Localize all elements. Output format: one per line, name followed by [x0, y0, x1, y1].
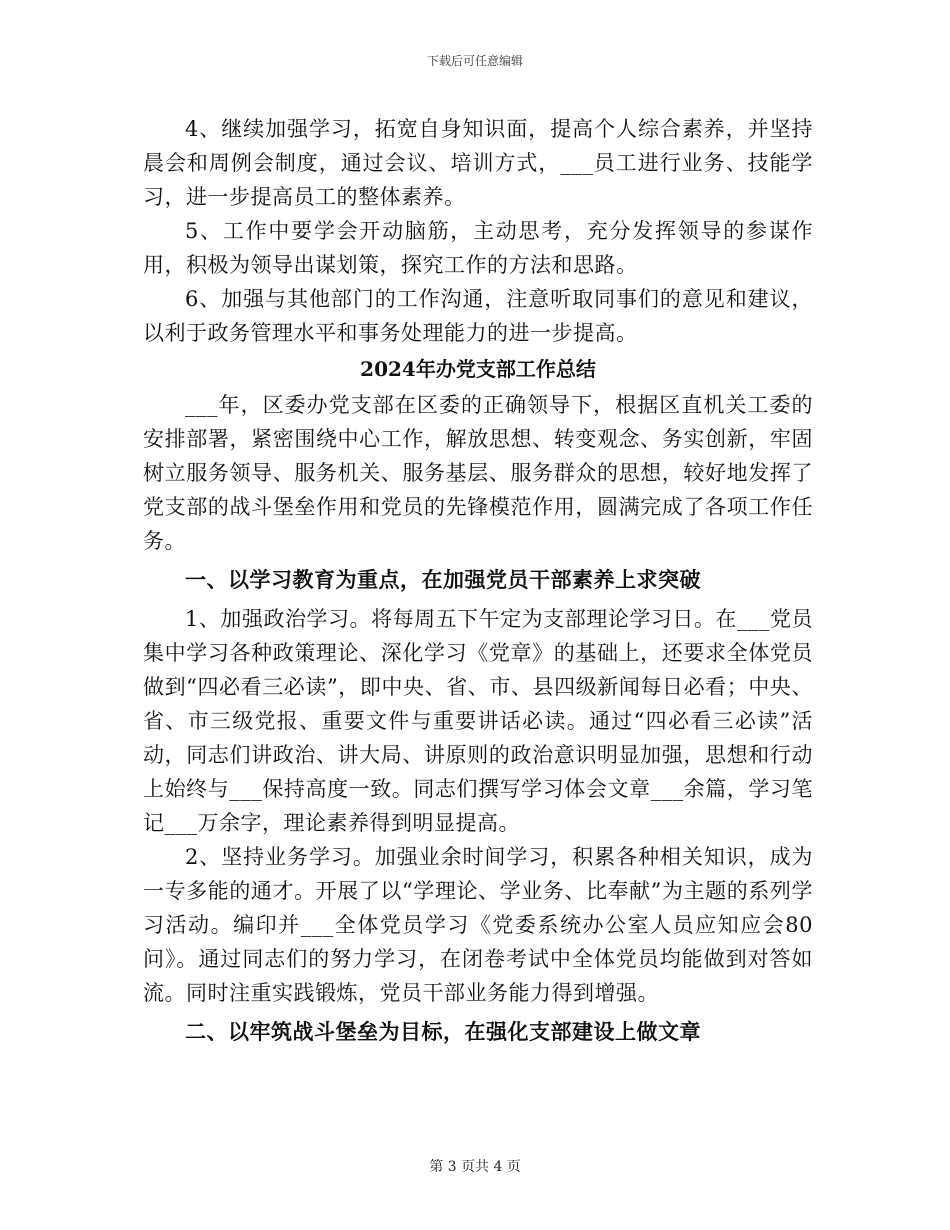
paragraph-item-5: 5、工作中要学会开动脑筋，主动思考，充分发挥领导的参谋作用，积极为领导出谋划策，探究工作的方法和思路。 — [143, 219, 813, 277]
page-header: 下载后可任意编辑 — [426, 54, 523, 68]
paragraph-item-6: 6、加强与其他部门的工作沟通，注意听取同事们的意见和建议，以利于政务管理水平和事务处理能力的进一步提高。 — [143, 287, 813, 345]
document-body — [143, 112, 813, 1054]
paragraph-political-study: 1、加强政治学习。将每周五下午定为支部理论学习日。在___党员集中学习各种政策理论、深化学习《党章》的基础上，还要求全体党员做到“四必看三必读”，即中央、省、市、县四级新闻每日必看；中央、省、市三级党报、重要文件与重要讲话必读。通过“四必看三必读”活动，同志们讲政治、讲大局、讲原则的政治意识明显加强，思想和行动上始终与___保持高度一致。同志们撰写学习体会文章___余篇，学习笔记___万余字，理论素养得到明显提高。 — [143, 607, 813, 835]
heading-two: 二、以牢筑战斗堡垒为目标，在强化支部建设上做文章 — [185, 1019, 701, 1044]
section-title: 2024年办党支部工作总结 — [360, 357, 596, 381]
paragraph-business-study: 2、坚持业务学习。加强业余时间学习，积累各种相关知识，成为一专多能的通才。开展了以“学理论、学业务、比奉献”为主题的系列学习活动。编印并___全体党员学习《党委系统办公室人员应知应会80问》。通过同志们的努力学习，在闭卷考试中全体党员均能做到对答如流。同时注重实践锻炼，党员干部业务能力得到增强。 — [143, 845, 813, 1005]
intro-paragraph: ___年，区委办党支部在区委的正确领导下，根据区直机关工委的安排部署，紧密围绕中心工作，解放思想、转变观念、务实创新，牢固树立服务领导、服务机关、服务基层、服务群众的思想，较好地发挥了党支部的战斗堡垒作用和党员的先锋模范作用，圆满完成了各项工作任务。 — [143, 393, 813, 553]
heading-one: 一、以学习教育为重点，在加强党员干部素养上求突破 — [185, 567, 701, 592]
paragraph-item-4: 4、继续加强学习，拓宽自身知识面，提高个人综合素养，并坚持晨会和周例会制度，通过会议、培训方式，___员工进行业务、技能学习，进一步提高员工的整体素养。 — [143, 117, 813, 209]
page-footer: 第 3 页共 4 页 — [429, 1159, 521, 1175]
